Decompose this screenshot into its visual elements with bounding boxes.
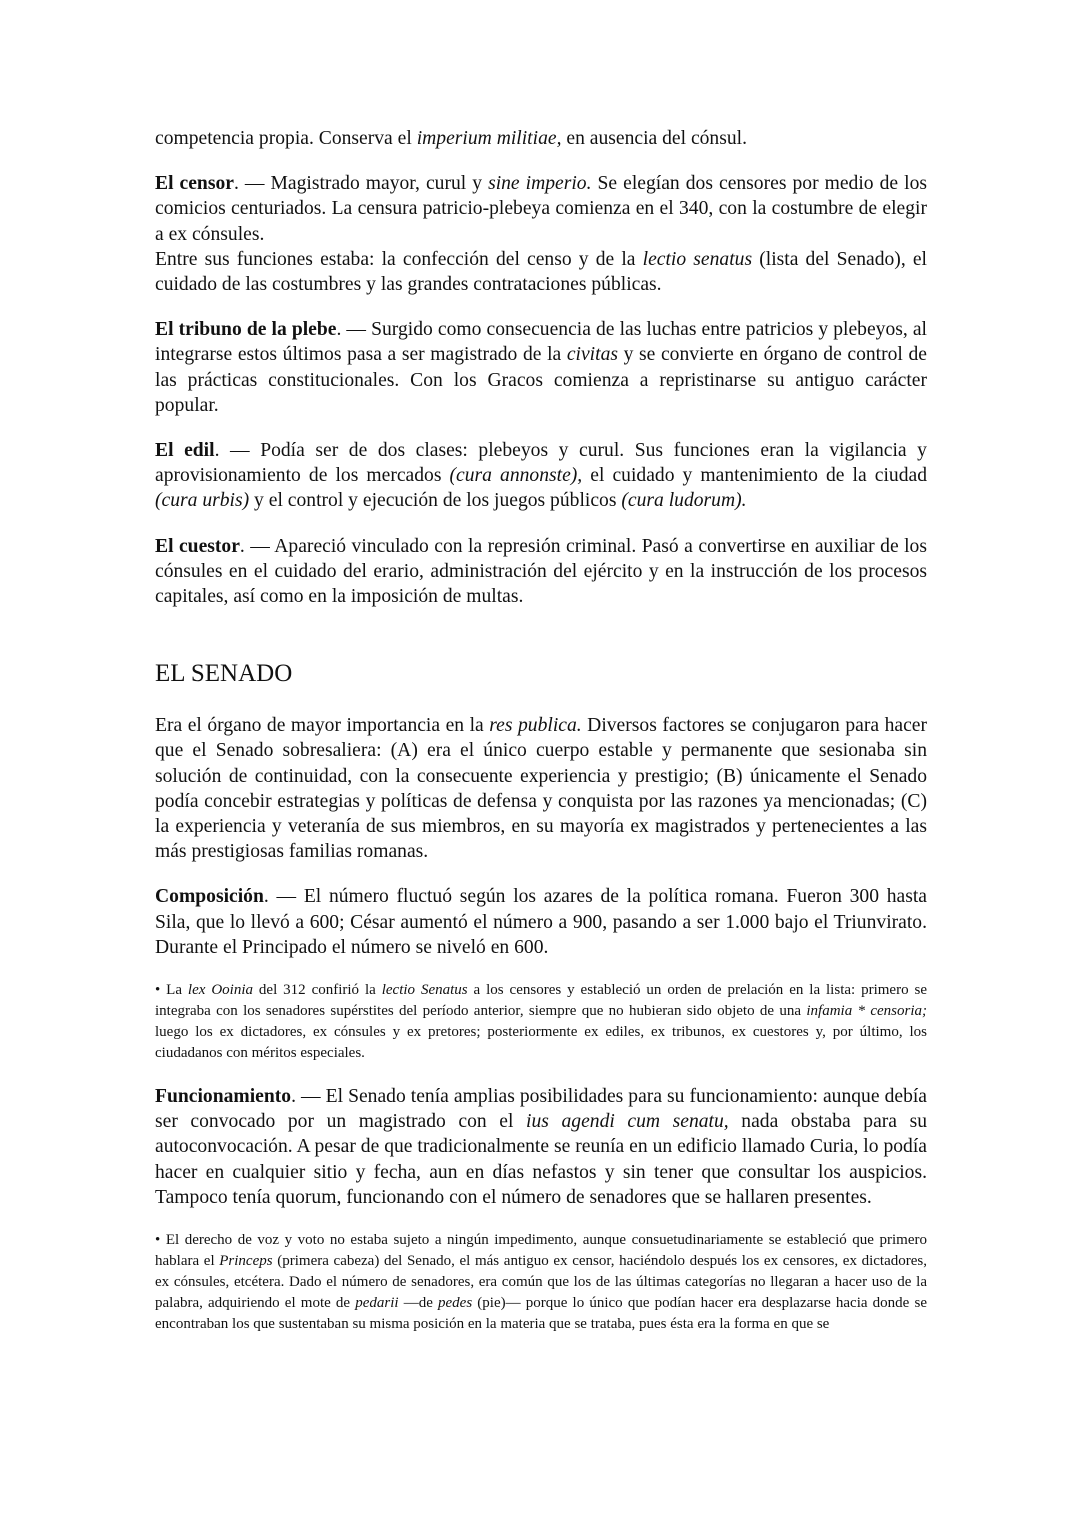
paragraph-cuestor: El cuestor. — Apareció vinculado con la represión criminal. Pasó a convertirse en auxiliar de los cónsules en el cuidado del erario, administración del ejército y en la instrucción de los procesos capitales, así como en la imposición de multas. <box>155 535 927 608</box>
document-page <box>155 126 927 1335</box>
paragraph-senado-intro: Era el órgano de mayor importancia en la res publica. Diversos factores se conjugaron para hacer que el Senado sobresaliera: (A) era el único cuerpo estable y permanente que sesionaba sin solución de continuidad, con la consecuente experiencia y prestigio; (B) únicamente el Senado podía concebir estrategias y políticas de defensa y conquista por las razones ya mencionadas; (C) la experiencia y veteranía de sus miembros, en su mayoría ex magistrados y pertenecientes a las más prestigiosas familias romanas. <box>155 715 927 863</box>
bullet-icon: • <box>155 982 161 999</box>
paragraph-edil: El edil. — Podía ser de dos clases: plebeyos y curul. Sus funciones eran la vigilancia y aprovisionamiento de los mercados (cura annonste), el cuidado y mantenimiento de la ciudad (cura urbis) y el control y ejecución de los juegos públicos (cura ludorum). <box>155 440 927 512</box>
note-lex-ovinia: • La lex Ooinia del 312 confirió la lectio Senatus a los censores y estableció un orden de prelación en la lista: primero se integraba con los senadores supérstites del período anterior, siempre que no hubieran sido objeto de una infamia * censoria; luego los ex dictadores, ex cónsules y ex pretores; posteriormente ex ediles, ex tribunos, ex cuestores y, por último, los ciudadanos con méritos especiales. <box>155 982 927 1062</box>
paragraph-pretor-end: competencia propia. Conserva el imperium militiae, en ausencia del cónsul. <box>155 128 747 149</box>
bullet-icon: • <box>155 1232 161 1249</box>
paragraph-funcionamiento: Funcionamiento. — El Senado tenía amplias posibilidades para su funcionamiento: aunque debía ser convocado por un magistrado con el ius agendi cum senatu, nada obstaba para su autoconvocación. A pesar de que tradicionalmente se reunía en un edificio llamado Curia, lo podía hacer en cualquier sitio y fecha, aun en días nefastos y sin tener que consultar los auspicios. Tampoco tenía quorum, funcionando con el número de senadores que se hallaren presentes. <box>155 1086 928 1208</box>
term-funcionamiento: Funcionamiento <box>155 1086 292 1108</box>
paragraph-tribuno: El tribuno de la plebe. — Surgido como consecuencia de las luchas entre patricios y plebeyos, al integrarse estos últimos pasa a ser magistrado de la civitas y se convierte en órgano de control de las prácticas constitucionales. Con los Gracos comienza a repristinarse su antiguo carácter popular. <box>155 319 927 416</box>
section-heading-senado: EL SENADO <box>155 660 293 688</box>
paragraph-censor: El censor. — Magistrado mayor, curul y sine imperio. Se elegían dos censores por medio de los comicios centuriados. La censura patricio-plebeya comienza en el 340, con la costumbre de elegir a ex cónsules. <box>155 173 928 245</box>
term-censor: El censor <box>155 173 234 195</box>
term-cuestor: El cuestor <box>155 535 240 557</box>
paragraph-censor-functions: Entre sus funciones estaba: la confección del censo y de la lectio senatus (lista del Senado), el cuidado de las costumbres y las grandes contrataciones públicas. <box>155 248 928 296</box>
term-composicion: Composición <box>155 886 264 908</box>
note-derecho-voz: • El derecho de voz y voto no estaba sujeto a ningún impedimento, aunque consuetudinariamente se estableció que primero hablara el Princeps (primera cabeza) del Senado, el más antiguo ex censor, haciéndolo después los ex censores, ex dictadores, ex cónsules, etcétera. Dado el número de senadores, era común que los de las últimas categorías no llegaran a hacer uso de la palabra, adquiriendo el mote de pedarii —de pedes (pie)— porque lo único que podían hacer era desplazarse hacia donde se encontraban los que sustentaban su misma posición en la materia que se trataba, pues ésta era la forma en que se <box>155 1232 927 1333</box>
term-edil: El edil <box>155 440 215 462</box>
term-tribuno: El tribuno de la plebe <box>155 319 337 341</box>
paragraph-composicion: Composición. — El número fluctuó según los azares de la política romana. Fueron 300 hasta Sila, que lo llevó a 600; César aumentó el número a 900, pasando a ser 1.000 bajo el Triunvirato. Durante el Principado el número se niveló en 600. <box>155 886 927 958</box>
